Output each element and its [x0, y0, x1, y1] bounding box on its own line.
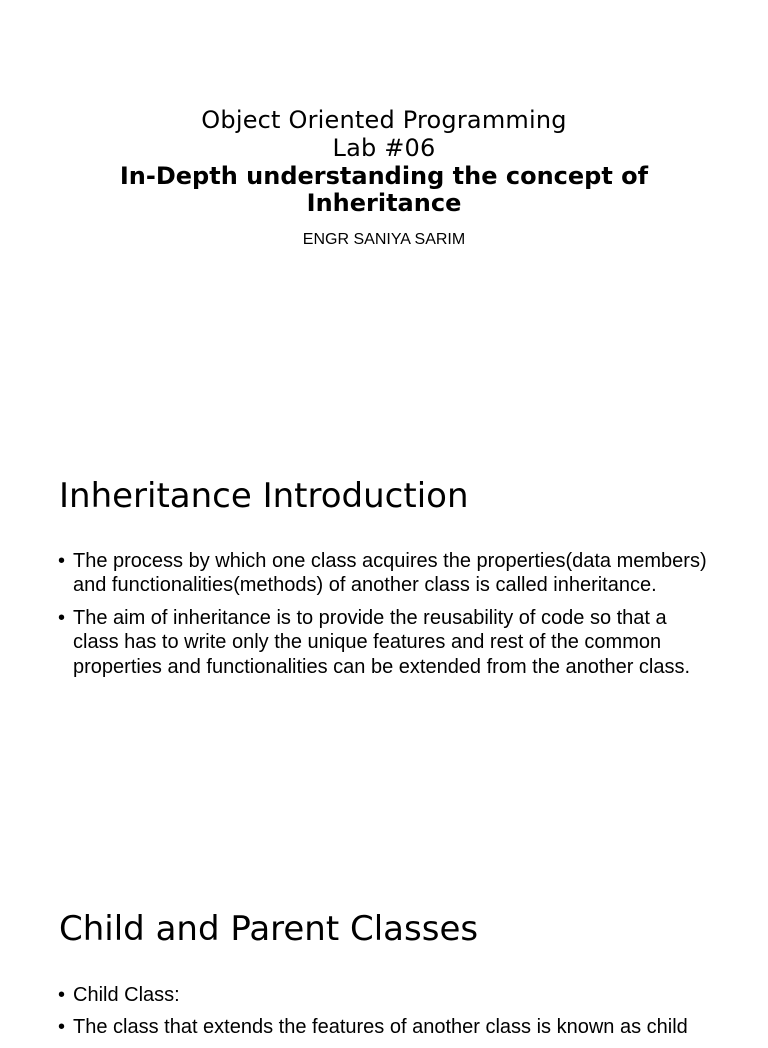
bullet-text: Child Class: [73, 984, 180, 1006]
bullet-list-inheritance [58, 549, 708, 687]
bullet-icon: • [58, 550, 66, 572]
slide-heading-child-parent-classes: Child and Parent Classes [59, 909, 479, 949]
bullet-icon: • [58, 606, 66, 629]
bullet-text: The process by which one class acquires the properties(data members) and functionalities(methods) of another class is called inheritance. [73, 550, 707, 597]
author-name: ENGR SANIYA SARIM [302, 231, 466, 248]
bullet-list-child-parent [58, 983, 708, 1048]
slide-heading-inheritance-introduction: Inheritance Introduction [59, 476, 469, 516]
bullet-icon: • [58, 1016, 66, 1039]
bullet-text: The class that extends the features of another class is known as child [73, 1016, 688, 1039]
list-item [58, 606, 708, 679]
presentation-title: Object Oriented Programming [201, 106, 567, 134]
bullet-text: The aim of inheritance is to provide the reusability of code so that a class has to write only the unique features and rest of the common properties and functionalities can be extended from the another class. [73, 606, 691, 678]
title-slide [0, 0, 768, 420]
bullet-icon: • [58, 984, 66, 1006]
list-item [58, 983, 708, 1007]
presentation-subtitle: In-Depth understanding the concept of Inheritance [119, 162, 649, 217]
lab-number: Lab #06 [332, 134, 436, 162]
list-item [58, 1015, 708, 1039]
list-item [58, 549, 708, 598]
